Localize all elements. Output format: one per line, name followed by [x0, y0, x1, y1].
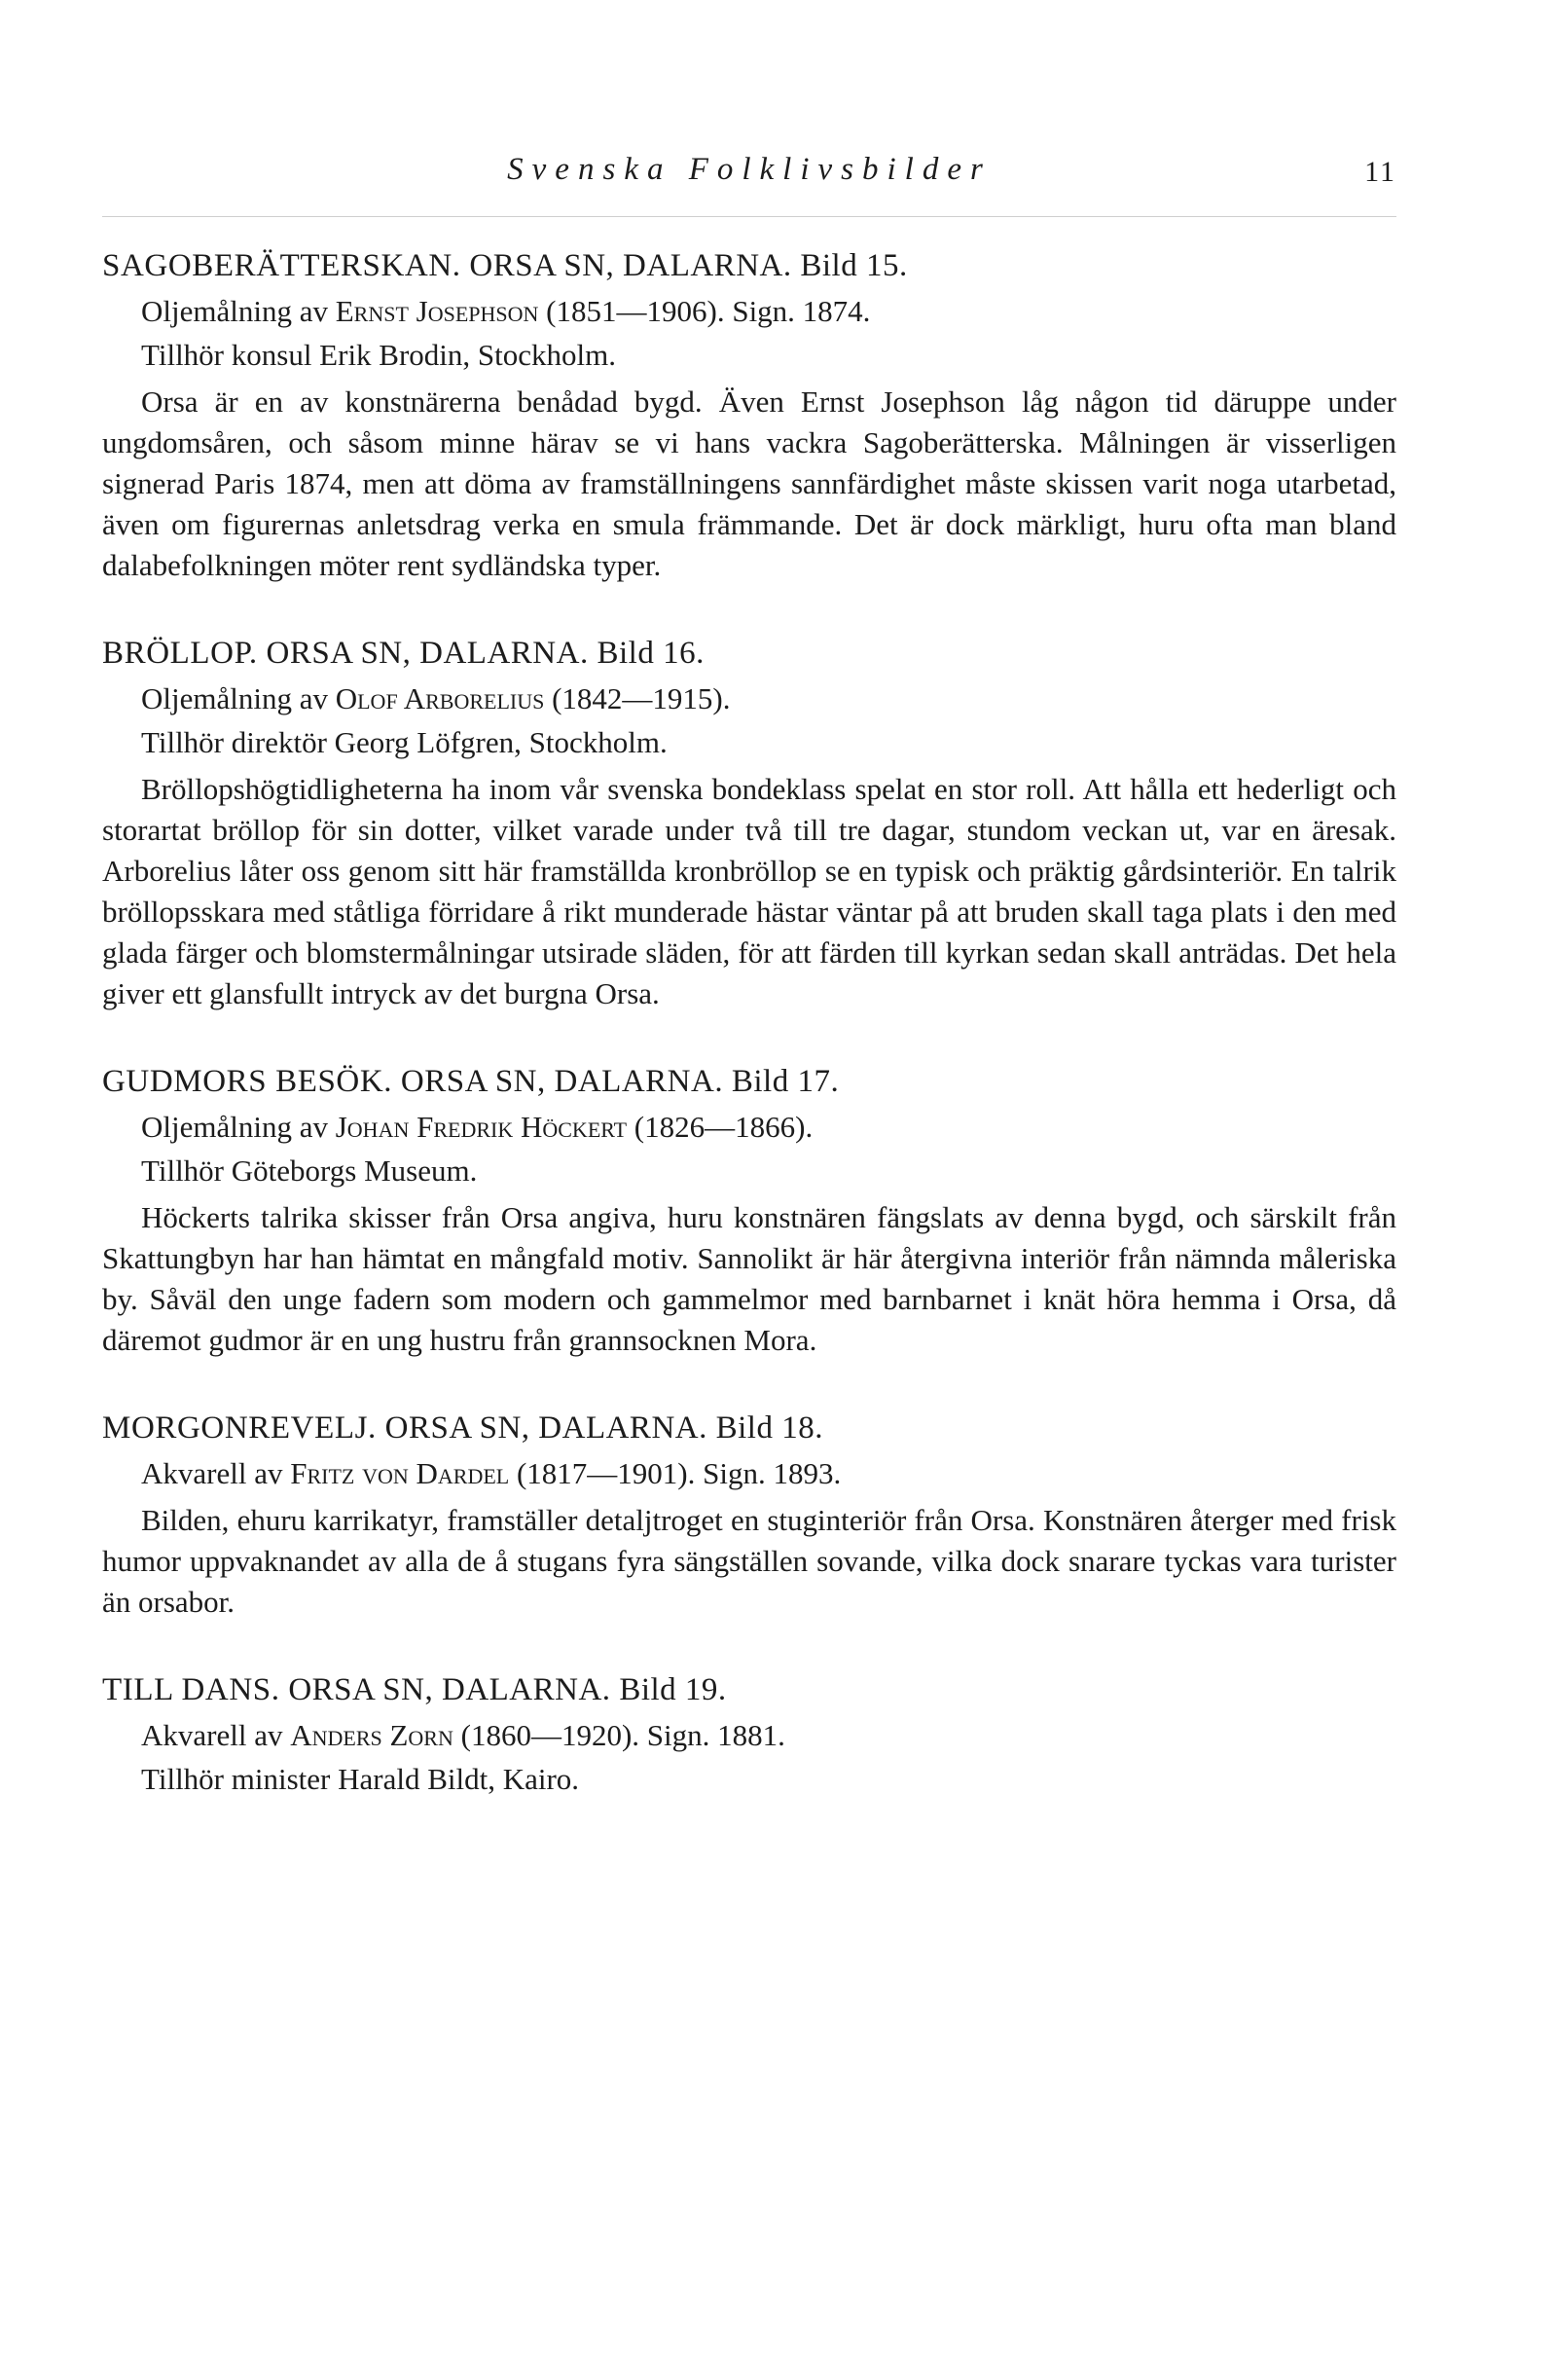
entry-dates: (1851—1906). — [546, 294, 725, 328]
entry-location: ORSA SN, DALARNA. — [469, 248, 792, 283]
entry-location: ORSA SN, DALARNA. — [384, 1410, 707, 1446]
entry-artist: Johan Fredrik Höckert — [335, 1110, 628, 1144]
entry-dates: (1826—1866). — [634, 1110, 814, 1144]
entry-owner: Tillhör Göteborgs Museum. — [141, 1153, 478, 1188]
entry-heading — [102, 1667, 1396, 1712]
entry-medium-line — [141, 1106, 1396, 1148]
entry-dates: (1842—1915). — [552, 681, 731, 715]
entry-title: TILL DANS. — [102, 1672, 280, 1707]
entry-bild: Bild 18. — [715, 1410, 823, 1446]
entry-title: MORGONREVELJ. — [102, 1410, 377, 1446]
entry-location: ORSA SN, DALARNA. — [400, 1064, 724, 1099]
entry-sign: Sign. 1881. — [646, 1718, 785, 1752]
entry-artist: Ernst Josephson — [335, 294, 539, 328]
entry-description: Bilden, ehuru karrikatyr, framställer detaljtroget en stuginteriör från Orsa. Konstnären återger med frisk humor uppvaknandet av alla de å stugans fyra sängställen sovande, vilka dock snarare tyckas vara turister än orsabor. — [102, 1503, 1396, 1619]
entry-medium-line — [141, 1452, 1396, 1494]
running-title: Svenska Folklivsbilder — [507, 152, 992, 187]
entry-bild: Bild 16. — [597, 636, 705, 671]
entry-location: ORSA SN, DALARNA. — [288, 1672, 611, 1707]
page-content — [102, 243, 1396, 1845]
page-number: 11 — [1364, 156, 1396, 188]
entry-gudmors-besok — [102, 1059, 1396, 1361]
entry-medium: Oljemålning av — [141, 1110, 328, 1144]
entry-artist: Anders Zorn — [290, 1718, 453, 1752]
entry-description: Höckerts talrika skisser från Orsa angiva, huru konstnären fängslats av denna bygd, och särskilt från Skattungbyn har han hämtat en mångfald motiv. Sannolikt är här återgivna interiör från nämnda måleriska by. Såväl den unge fadern som modern och gammelmor med barnbarnet i knät höra hemma i Orsa, då däremot gudmor är en ung hustru från grannsocknen Mora. — [102, 1200, 1396, 1357]
entry-brollop — [102, 631, 1396, 1014]
entry-bild: Bild 17. — [731, 1064, 840, 1099]
entry-sign: Sign. 1874. — [732, 294, 871, 328]
entry-bild: Bild 19. — [619, 1672, 727, 1707]
entry-morgonrevelj — [102, 1406, 1396, 1623]
entry-owner: Tillhör direktör Georg Löfgren, Stockholm. — [141, 725, 668, 759]
entry-medium: Akvarell av — [141, 1718, 283, 1752]
entry-medium: Oljemålning av — [141, 681, 328, 715]
entry-dates: (1860—1920). — [460, 1718, 640, 1752]
entry-description: Orsa är en av konstnärerna benådad bygd. Även Ernst Josephson låg någon tid däruppe under ungdomsåren, och såsom minne härav se vi hans vackra Sagoberätterska. Målningen är visserligen signerad Paris 1874, men att döma av framställningens sannfärdighet måste skissen varit noga utarbetad, även om figurernas anletsdrag verka en smula främmande. Det är dock märkligt, huru ofta man bland dalabefolkningen möter rent sydländska typer. — [102, 384, 1396, 582]
entry-owner: Tillhör minister Harald Bildt, Kairo. — [141, 1762, 580, 1796]
entry-dates: (1817—1901). — [516, 1456, 696, 1490]
entry-medium-line — [141, 1714, 1396, 1756]
entry-medium-line — [141, 677, 1396, 719]
entry-title: SAGOBERÄTTERSKAN. — [102, 248, 461, 283]
entry-artist: Fritz von Dardel — [290, 1456, 510, 1490]
entry-heading — [102, 631, 1396, 676]
entry-bild: Bild 15. — [800, 248, 908, 283]
entry-owner: Tillhör konsul Erik Brodin, Stockholm. — [141, 338, 617, 372]
entry-description: Bröllopshögtidligheterna ha inom vår svenska bondeklass spelat en stor roll. Att hålla ett hederligt och storartat bröllop för sin dotter, vilket varade under två till tre dagar, stundom veckan ut, var en äresak. Arborelius låter oss genom sitt här framställda kronbröllop se en typisk och präktig gårdsinteriör. En talrik bröllopsskara med ståtliga förridare å rikt munderade hästar väntar på att bruden skall taga plats i den med glada färger och blomstermålningar utsirade släden, för att färden till kyrkan sedan skall anträdas. Det hela giver ett glansfullt intryck av det burgna Orsa. — [102, 772, 1396, 1010]
entry-sign: Sign. 1893. — [703, 1456, 842, 1490]
entry-sagoberatterskan — [102, 243, 1396, 586]
entry-artist: Olof Arborelius — [335, 681, 545, 715]
entry-title: BRÖLLOP. — [102, 636, 258, 671]
entry-medium-line — [141, 290, 1396, 332]
entry-medium: Oljemålning av — [141, 294, 328, 328]
entry-till-dans — [102, 1667, 1396, 1800]
entry-heading — [102, 1059, 1396, 1104]
header-rule — [102, 216, 1396, 217]
running-head — [102, 152, 1396, 201]
entry-heading — [102, 243, 1396, 288]
entry-title: GUDMORS BESÖK. — [102, 1064, 393, 1099]
entry-heading — [102, 1406, 1396, 1450]
entry-medium: Akvarell av — [141, 1456, 283, 1490]
entry-location: ORSA SN, DALARNA. — [266, 636, 589, 671]
